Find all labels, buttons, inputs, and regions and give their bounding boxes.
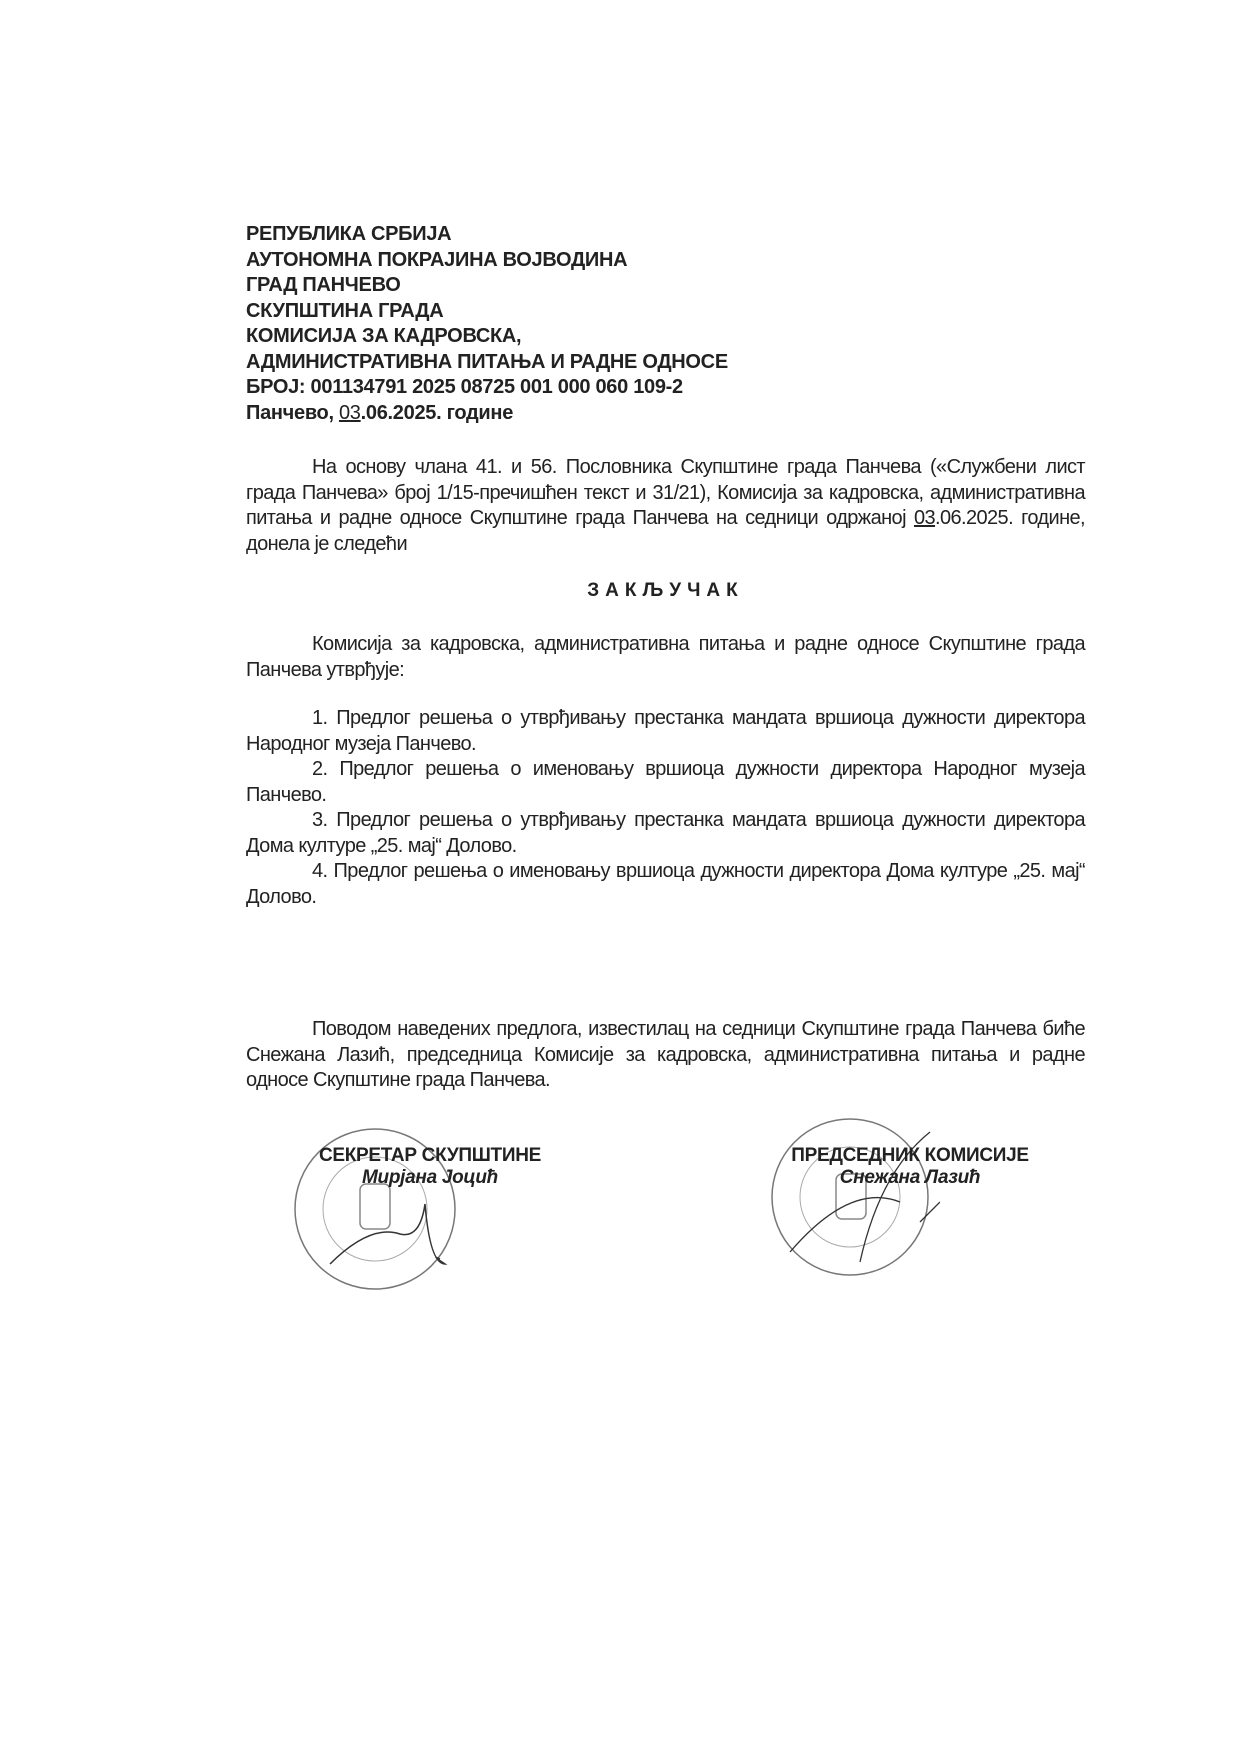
header-line: РЕПУБЛИКА СРБИЈА [246, 223, 452, 245]
header-line: АДМИНИСТРАТИВНА ПИТАЊА И РАДНЕ ОДНОСЕ [246, 350, 728, 373]
list-item [246, 859, 1085, 910]
preamble-text: На основу члана 41. и 56. Пословника Скупштине града Панчева («Службени лист града Панчева» број 1/15-пречишћен текст и 31/21), Комисија за кадровска, административна питања и радне односе Скупштине града Панчева на седници одржаној [246, 456, 1085, 529]
official-stamp-right [770, 1112, 940, 1282]
header-line: ГРАД ПАНЧЕВО [246, 274, 401, 296]
items-list [246, 706, 1085, 910]
document-date [246, 401, 728, 427]
document-title: ЗАКЉУЧАК [587, 580, 744, 601]
header-line: АУТОНОМНА ПОКРАЈИНА ВОЈВОДИНА [246, 248, 628, 271]
place: Панчево, [246, 401, 334, 424]
signature-name: Мирјана Јоцић [362, 1167, 498, 1188]
list-item [246, 706, 1085, 757]
list-item [246, 808, 1085, 859]
closing-paragraph [246, 1017, 1085, 1094]
document-header [246, 222, 728, 426]
header-line: КОМИСИЈА ЗА КАДРОВСКА, [246, 325, 522, 347]
closing-text: Поводом наведених предлога, известилац на седници Скупштине града Панчева биће Снежана Лазић, председница Комисије за кадровска, административна питања и радне односе Скупштине града Панчева. [246, 1018, 1085, 1091]
signature-right [760, 1145, 1060, 1189]
signature-name: Снежана Лазић [839, 1167, 981, 1188]
intro-text: Комисија за кадровска, административна питања и радне односе Скупштине града Панчева утврђује: [246, 633, 1085, 681]
signature-left [290, 1145, 570, 1189]
list-item-text: 2. Предлог решења о именовању вршиоца дужности директора Народног музеја Панчево. [246, 758, 1085, 806]
intro-paragraph [246, 632, 1085, 683]
signature-role: ПРЕДСЕДНИК КОМИСИЈЕ [791, 1145, 1029, 1166]
document-number: БРОЈ: 001134791 2025 08725 001 000 060 109-2 [246, 376, 683, 398]
handwritten-day: 03 [913, 507, 936, 529]
list-item-text: 1. Предлог решења о утврђивању престанка мандата вршиоца дужности директора Народног музеја Панчево. [246, 707, 1085, 755]
date-rest: .06.2025. године [360, 401, 514, 424]
preamble-text-end: .06.2025. године, донела је следећи [246, 507, 1085, 555]
list-item [246, 757, 1085, 808]
signature-role: СЕКРЕТАР СКУПШТИНЕ [318, 1145, 542, 1166]
list-item-text: 4. Предлог решења о именовању вршиоца дужности директора Дома културе „25. мај“ Долово. [246, 860, 1085, 908]
list-item-text: 3. Предлог решења о утврђивању престанка мандата вршиоца дужности директора Дома културе „25. мај“ Долово. [246, 809, 1085, 857]
handwritten-day: 03 [338, 401, 361, 424]
header-line: СКУПШТИНА ГРАДА [246, 299, 444, 322]
preamble-paragraph [246, 455, 1085, 557]
